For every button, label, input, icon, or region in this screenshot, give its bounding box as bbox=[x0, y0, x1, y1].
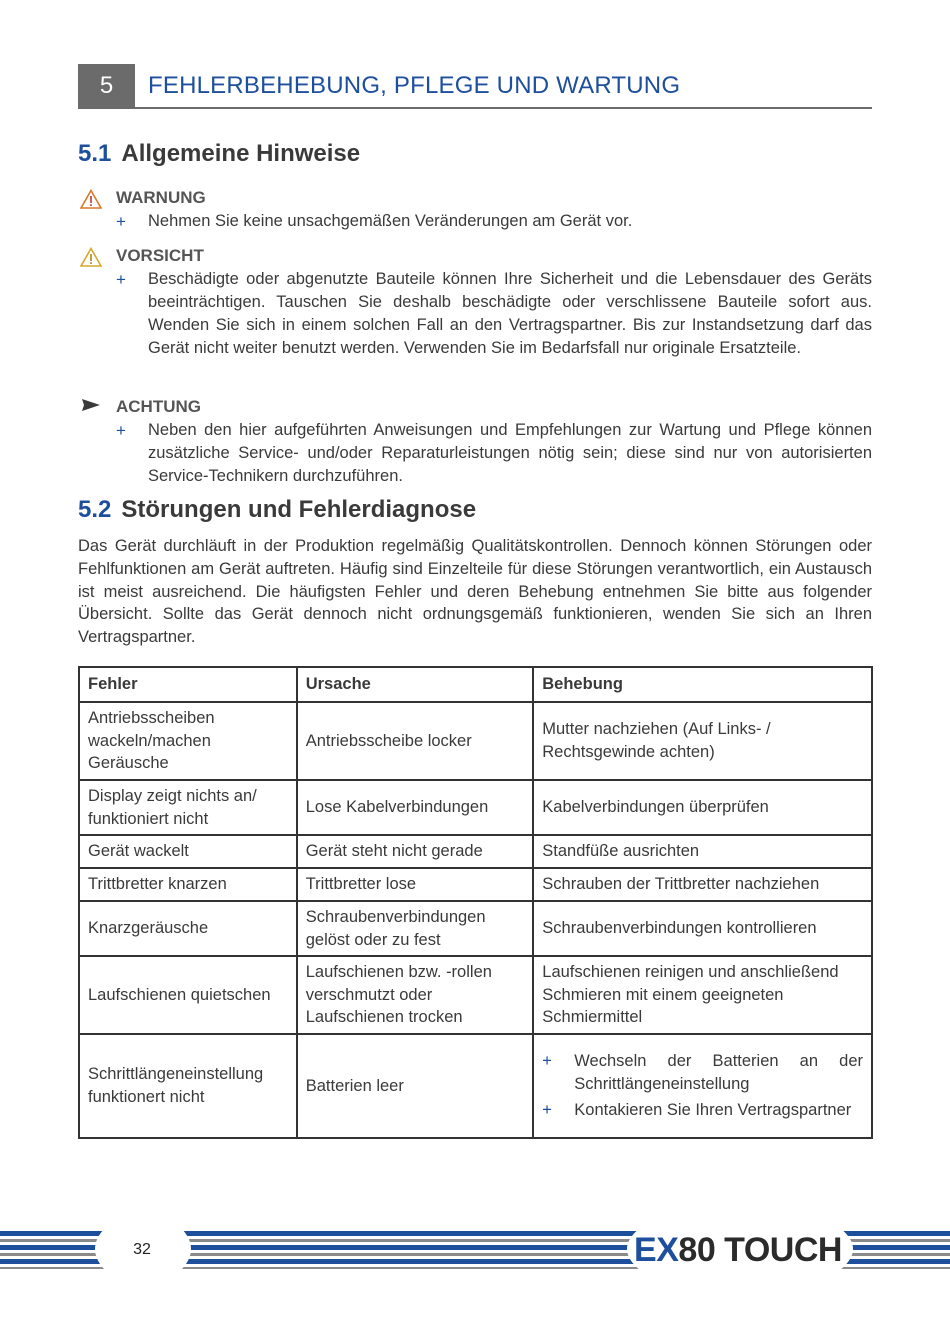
list-item bbox=[542, 1099, 863, 1122]
product-logo bbox=[620, 1228, 856, 1272]
section-title: Allgemeine Hinweise bbox=[121, 140, 361, 167]
chapter-title: FEHLERBEHEBUNG, PFLEGE UND WARTUNG bbox=[148, 72, 681, 99]
cell-fehler: Antriebsscheiben wackeln/machen Geräusche bbox=[79, 702, 297, 780]
caution-label: VORSICHT bbox=[116, 246, 204, 265]
section-number: 5.2 bbox=[78, 496, 112, 523]
cell-behebung: Schrauben der Trittbretter nachziehen bbox=[533, 868, 872, 901]
page-number: 32 bbox=[133, 1241, 151, 1258]
column-header-fehler: Fehler bbox=[79, 667, 297, 702]
warning-text: Nehmen Sie keine unsachgemäßen Veränderungen am Gerät vor. bbox=[148, 212, 633, 230]
table-header-row bbox=[79, 667, 872, 702]
cell-fehler: Knarzgeräusche bbox=[79, 901, 297, 956]
cell-fehler: Laufschienen quietschen bbox=[79, 956, 297, 1034]
table-row bbox=[79, 780, 872, 835]
bullet-plus: + bbox=[116, 421, 126, 440]
cell-behebung: Mutter nachziehen (Auf Links- / Rechtsgewinde achten) bbox=[533, 702, 872, 780]
caution-triangle-icon bbox=[80, 247, 102, 267]
cell-fehler: Display zeigt nichts an/ funktioniert nicht bbox=[79, 780, 297, 835]
section-title: Störungen und Fehlerdiagnose bbox=[121, 496, 477, 523]
fix-step: Kontakieren Sie Ihren Vertragspartner bbox=[574, 1101, 852, 1120]
cell-ursache: Lose Kabelverbindungen bbox=[297, 780, 534, 835]
pointer-arrow-icon bbox=[80, 398, 102, 412]
warning-triangle-icon bbox=[80, 189, 102, 209]
cell-fehler: Schrittlängeneinstellung funktionert nicht bbox=[79, 1034, 297, 1138]
fix-step: Wechseln der Batterien an der Schrittlängeneinstellung bbox=[574, 1051, 863, 1093]
warning-label: WARNUNG bbox=[116, 188, 206, 207]
chapter-header bbox=[78, 64, 872, 109]
cell-behebung: Laufschienen reinigen und anschließend Schmieren mit einem geeigneten Schmiermittel bbox=[533, 956, 872, 1034]
cell-behebung: Schraubenverbindungen kontrollieren bbox=[533, 901, 872, 956]
cell-ursache: Schraubenverbindungen gelöst oder zu fest bbox=[297, 901, 534, 956]
troubleshooting-table bbox=[78, 666, 873, 1139]
cell-behebung bbox=[533, 1034, 872, 1138]
cell-fehler: Gerät wackelt bbox=[79, 835, 297, 868]
cell-ursache: Gerät steht nicht gerade bbox=[297, 835, 534, 868]
chapter-number: 5 bbox=[78, 64, 135, 107]
table-row bbox=[79, 1034, 872, 1138]
cell-fehler: Trittbretter knarzen bbox=[79, 868, 297, 901]
table-row bbox=[79, 901, 872, 956]
section-number: 5.1 bbox=[78, 140, 112, 167]
attention-text: Neben den hier aufgeführten Anweisungen und Empfehlungen zur Wartung und Pflege können zusätzliche Service- und/oder Reparaturleistungen nötig sein; diese sind nur von autorisierten Service-Technikern durchzuführen. bbox=[148, 421, 872, 485]
column-header-behebung: Behebung bbox=[533, 667, 872, 702]
bullet-plus: + bbox=[542, 1051, 552, 1070]
logo-ex: EX bbox=[634, 1231, 679, 1269]
bullet-plus: + bbox=[542, 1101, 552, 1120]
cell-behebung: Standfüße ausrichten bbox=[533, 835, 872, 868]
cell-behebung: Kabelverbindungen überprüfen bbox=[533, 780, 872, 835]
intro-paragraph: Das Gerät durchläuft in der Produktion regelmäßig Qualitätskontrollen. Dennoch können Störungen oder Fehlfunktionen am Gerät auftreten. Häufig sind Einzelteile für diese Störungen verantwortlich, ein Austausch ist meist ausreichend. Die häufigsten Fehler und deren Behebung entnehmen Sie bitte aus folgender Übersicht. Sollte das Gerät dennoch nicht ordnungsgemäß funktionieren, wenden Sie sich an Ihren Vertragspartner. bbox=[78, 537, 872, 647]
cell-ursache: Antriebsscheibe locker bbox=[297, 702, 534, 780]
list-item bbox=[542, 1050, 863, 1096]
table-row bbox=[79, 835, 872, 868]
fix-list bbox=[542, 1050, 863, 1122]
cell-ursache: Batterien leer bbox=[297, 1034, 534, 1138]
table-row bbox=[79, 868, 872, 901]
column-header-ursache: Ursache bbox=[297, 667, 534, 702]
bullet-plus: + bbox=[116, 212, 126, 231]
cell-ursache: Trittbretter lose bbox=[297, 868, 534, 901]
attention-label: ACHTUNG bbox=[116, 397, 201, 416]
cell-ursache: Laufschienen bzw. -rollen verschmutzt oder Laufschienen trocken bbox=[297, 956, 534, 1034]
table-row bbox=[79, 702, 872, 780]
bullet-plus: + bbox=[116, 270, 126, 289]
logo-model: 80 TOUCH bbox=[678, 1231, 842, 1269]
section-heading-general bbox=[78, 140, 360, 168]
caution-text: Beschädigte oder abgenutzte Bauteile können Ihre Sicherheit und die Lebensdauer des Geräts beeinträchtigen. Tauschen Sie deshalb beschädigte oder verschlissene Bauteile sofort aus. Wenden Sie sich in einem solchen Fall an den Vertragspartner. Bis zur Instandsetzung darf das Gerät nicht weiter benutzt werden. Verwenden Sie im Bedarfsfall nur originale Ersatzteile. bbox=[148, 270, 872, 357]
section-heading-diagnosis bbox=[78, 496, 476, 524]
table-row bbox=[79, 956, 872, 1034]
